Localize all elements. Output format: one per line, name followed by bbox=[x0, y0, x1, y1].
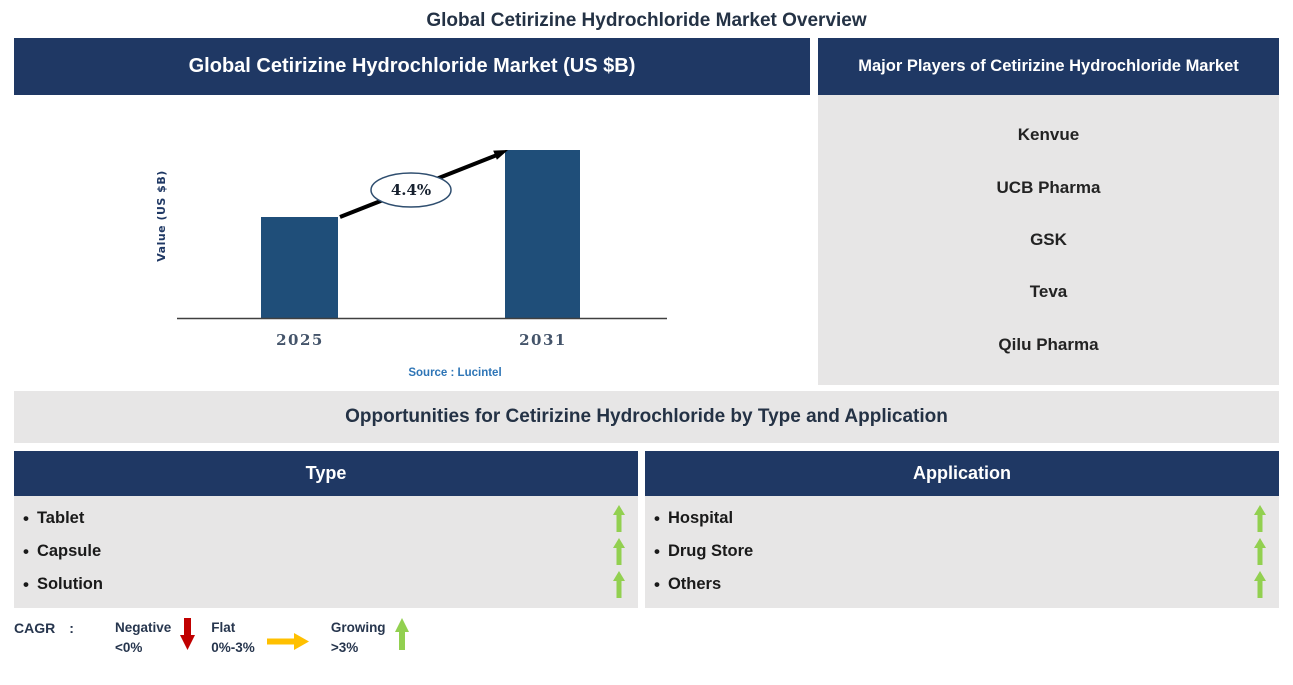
legend-item-label: Negative bbox=[115, 620, 172, 635]
x-tick-2025: 2025 bbox=[276, 331, 324, 349]
application-list bbox=[645, 496, 1279, 608]
application-item-label: Drug Store bbox=[667, 542, 754, 560]
players-panel-header: Major Players of Cetirizine Hydrochloride Market bbox=[818, 38, 1279, 95]
opportunities-banner: Opportunities for Cetirizine Hydrochloride by Type and Application bbox=[14, 391, 1279, 443]
page-title: Global Cetirizine Hydrochloride Market Overview bbox=[426, 10, 867, 31]
type-column bbox=[14, 451, 638, 608]
growing-up-arrow-icon bbox=[1254, 538, 1266, 565]
cagr-separator: : bbox=[69, 620, 74, 636]
list-item bbox=[23, 502, 625, 535]
legend-item-range: <0% bbox=[115, 640, 143, 656]
growing-up-arrow-icon bbox=[613, 538, 625, 565]
legend-text bbox=[211, 618, 255, 659]
legend-text bbox=[331, 618, 386, 659]
list-item bbox=[654, 502, 1266, 535]
type-item-label: Capsule bbox=[36, 542, 102, 560]
player-name: Qilu Pharma bbox=[998, 334, 1099, 354]
growing-up-arrow-icon bbox=[613, 505, 625, 532]
application-item-label: Hospital bbox=[667, 509, 734, 527]
type-item-label: Tablet bbox=[36, 509, 85, 527]
list-item bbox=[23, 535, 625, 568]
market-chart-panel bbox=[14, 38, 810, 385]
legend-item-range: 0%-3% bbox=[211, 640, 255, 656]
legend-text bbox=[115, 618, 171, 659]
cagr-legend bbox=[14, 618, 1279, 659]
legend-item-label: Flat bbox=[211, 620, 236, 635]
type-list bbox=[14, 496, 638, 608]
bullet-icon: • bbox=[654, 541, 660, 561]
negative-down-arrow-icon bbox=[180, 618, 195, 650]
legend-item-flat bbox=[211, 618, 315, 659]
player-name: GSK bbox=[1030, 229, 1067, 249]
list-item bbox=[654, 535, 1266, 568]
bullet-icon: • bbox=[654, 508, 660, 528]
top-row bbox=[14, 38, 1279, 385]
opportunity-columns bbox=[14, 451, 1279, 608]
growing-up-arrow-icon bbox=[1254, 505, 1266, 532]
chart-source: Source : Lucintel bbox=[408, 367, 502, 379]
major-players-panel bbox=[818, 38, 1279, 385]
legend-item-growing bbox=[331, 618, 409, 659]
y-axis-label: Value (US $B) bbox=[155, 170, 168, 262]
bar-2031 bbox=[505, 150, 580, 318]
list-item bbox=[654, 568, 1266, 601]
bullet-icon: • bbox=[654, 574, 660, 594]
type-item-label: Solution bbox=[36, 575, 103, 593]
application-column-header: Application bbox=[645, 451, 1279, 496]
list-item bbox=[23, 568, 625, 601]
bullet-icon: • bbox=[23, 541, 29, 561]
player-name: Teva bbox=[1029, 282, 1068, 302]
flat-right-arrow-icon bbox=[267, 633, 309, 650]
growing-up-arrow-icon bbox=[613, 571, 625, 598]
cagr-value: 4.4% bbox=[390, 181, 432, 199]
bar-2025 bbox=[261, 217, 338, 318]
player-name: UCB Pharma bbox=[996, 177, 1101, 197]
market-bar-chart bbox=[14, 95, 810, 385]
application-item-label: Others bbox=[667, 575, 722, 593]
players-list bbox=[818, 95, 1279, 385]
bullet-icon: • bbox=[23, 508, 29, 528]
application-column bbox=[645, 451, 1279, 608]
bullet-icon: • bbox=[23, 574, 29, 594]
growing-up-arrow-icon bbox=[395, 618, 409, 650]
cagr-legend-title bbox=[14, 620, 115, 636]
type-column-header: Type bbox=[14, 451, 638, 496]
bar-chart-svg bbox=[14, 95, 810, 385]
infographic-root bbox=[0, 10, 1293, 659]
legend-item-negative bbox=[115, 618, 195, 659]
player-name: Kenvue bbox=[1017, 125, 1080, 145]
legend-item-label: Growing bbox=[330, 620, 386, 635]
x-tick-2031: 2031 bbox=[519, 331, 567, 349]
legend-item-range: >3% bbox=[330, 640, 359, 656]
chart-panel-header: Global Cetirizine Hydrochloride Market (US $B) bbox=[14, 38, 810, 95]
growing-up-arrow-icon bbox=[1254, 571, 1266, 598]
cagr-label: CAGR bbox=[14, 620, 56, 636]
